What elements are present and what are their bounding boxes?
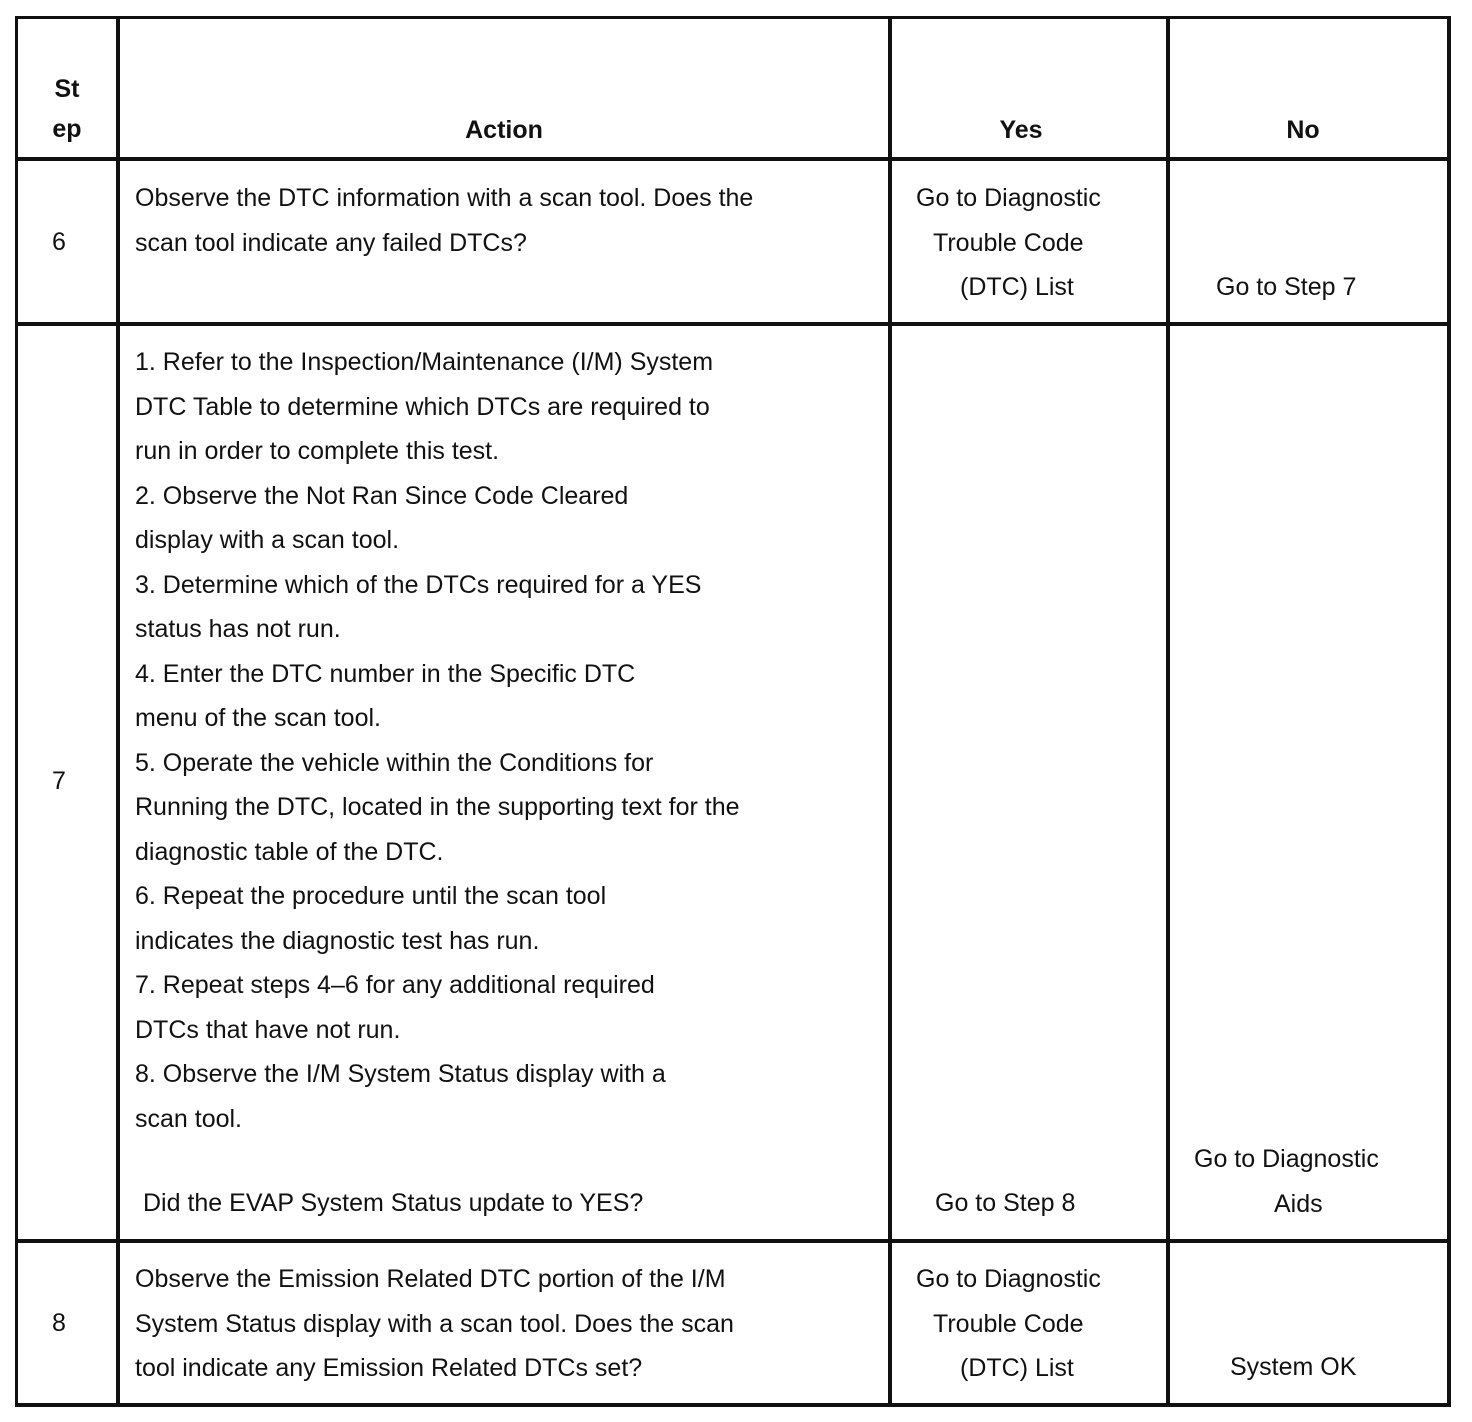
no-result — [1216, 265, 1356, 310]
action-line: tool indicate any Emission Related DTCs set? — [135, 1354, 643, 1382]
action-line: 1. Refer to the Inspection/Maintenance (I/M) System — [135, 348, 714, 376]
yes-line: (DTC) List — [960, 1354, 1074, 1382]
yes-line: Go to Step 8 — [935, 1189, 1076, 1217]
no-line: System OK — [1230, 1353, 1357, 1381]
action-line: Observe the Emission Related DTC portion of the I/M — [135, 1265, 726, 1293]
action-line: scan tool. — [135, 1104, 243, 1133]
action-line: diagnostic table of the DTC. — [135, 837, 444, 866]
yes-result — [935, 1181, 1075, 1226]
action-text — [135, 340, 740, 1141]
action-line: System Status display with a scan tool. Does the scan — [135, 1309, 734, 1338]
action-text — [135, 1257, 734, 1391]
yes-line: Trouble Code — [933, 1309, 1084, 1338]
header-step-line: ep — [52, 115, 82, 143]
step-number: 6 — [52, 228, 66, 256]
header-divider — [15, 157, 1451, 161]
table-border-top — [15, 16, 1451, 19]
no-result — [1230, 1345, 1356, 1390]
action-line: scan tool indicate any failed DTCs? — [135, 228, 527, 257]
action-line: display with a scan tool. — [135, 526, 400, 554]
table-border-right — [1447, 16, 1451, 1407]
header-yes: Yes — [999, 116, 1043, 144]
no-line: Go to Diagnostic — [1194, 1145, 1379, 1173]
action-line: menu of the scan tool. — [135, 704, 381, 732]
action-line: 4. Enter the DTC number in the Specific DTC — [135, 659, 636, 688]
yes-result — [892, 176, 1150, 310]
action-text — [135, 176, 753, 265]
action-line: 3. Determine which of the DTCs required for a YES — [135, 570, 702, 599]
action-line: 7. Repeat steps 4–6 for any additional required — [135, 971, 655, 999]
step-number: 8 — [52, 1309, 66, 1337]
step-number: 7 — [52, 767, 66, 795]
action-line: 5. Operate the vehicle within the Conditions for — [135, 748, 654, 777]
table-border-bottom — [15, 1403, 1451, 1407]
row-divider — [15, 1239, 1451, 1243]
action-line: indicates the diagnostic test has run. — [135, 926, 540, 955]
action-line: 6. Repeat the procedure until the scan tool — [135, 882, 607, 910]
action-line: Observe the DTC information with a scan tool. Does the — [135, 184, 754, 212]
yes-line: Trouble Code — [933, 228, 1084, 257]
action-line: Running the DTC, located in the supporting text for the — [135, 793, 740, 821]
header-action: Action — [465, 116, 543, 144]
header-no: No — [1286, 116, 1320, 144]
header-step-line: St — [54, 75, 80, 103]
action-line: 8. Observe the I/M System Status display with a — [135, 1060, 666, 1088]
yes-line: (DTC) List — [960, 273, 1074, 301]
yes-result — [892, 1257, 1150, 1391]
no-line: Go to Step 7 — [1216, 273, 1357, 301]
yes-line: Go to Diagnostic — [916, 184, 1101, 212]
header-step — [18, 69, 116, 149]
action-line: DTC Table to determine which DTCs are required to — [135, 392, 710, 421]
action-line: DTCs that have not run. — [135, 1015, 401, 1044]
no-result — [1170, 1137, 1436, 1226]
action-line: status has not run. — [135, 615, 341, 643]
no-line: Aids — [1274, 1189, 1323, 1218]
action-line: run in order to complete this test. — [135, 437, 500, 465]
action-line: 2. Observe the Not Ran Since Code Cleared — [135, 481, 629, 510]
yes-line: Go to Diagnostic — [916, 1265, 1101, 1293]
row-divider — [15, 322, 1451, 326]
column-divider — [116, 16, 120, 1407]
action-question: Did the EVAP System Status update to YES? — [143, 1189, 644, 1217]
